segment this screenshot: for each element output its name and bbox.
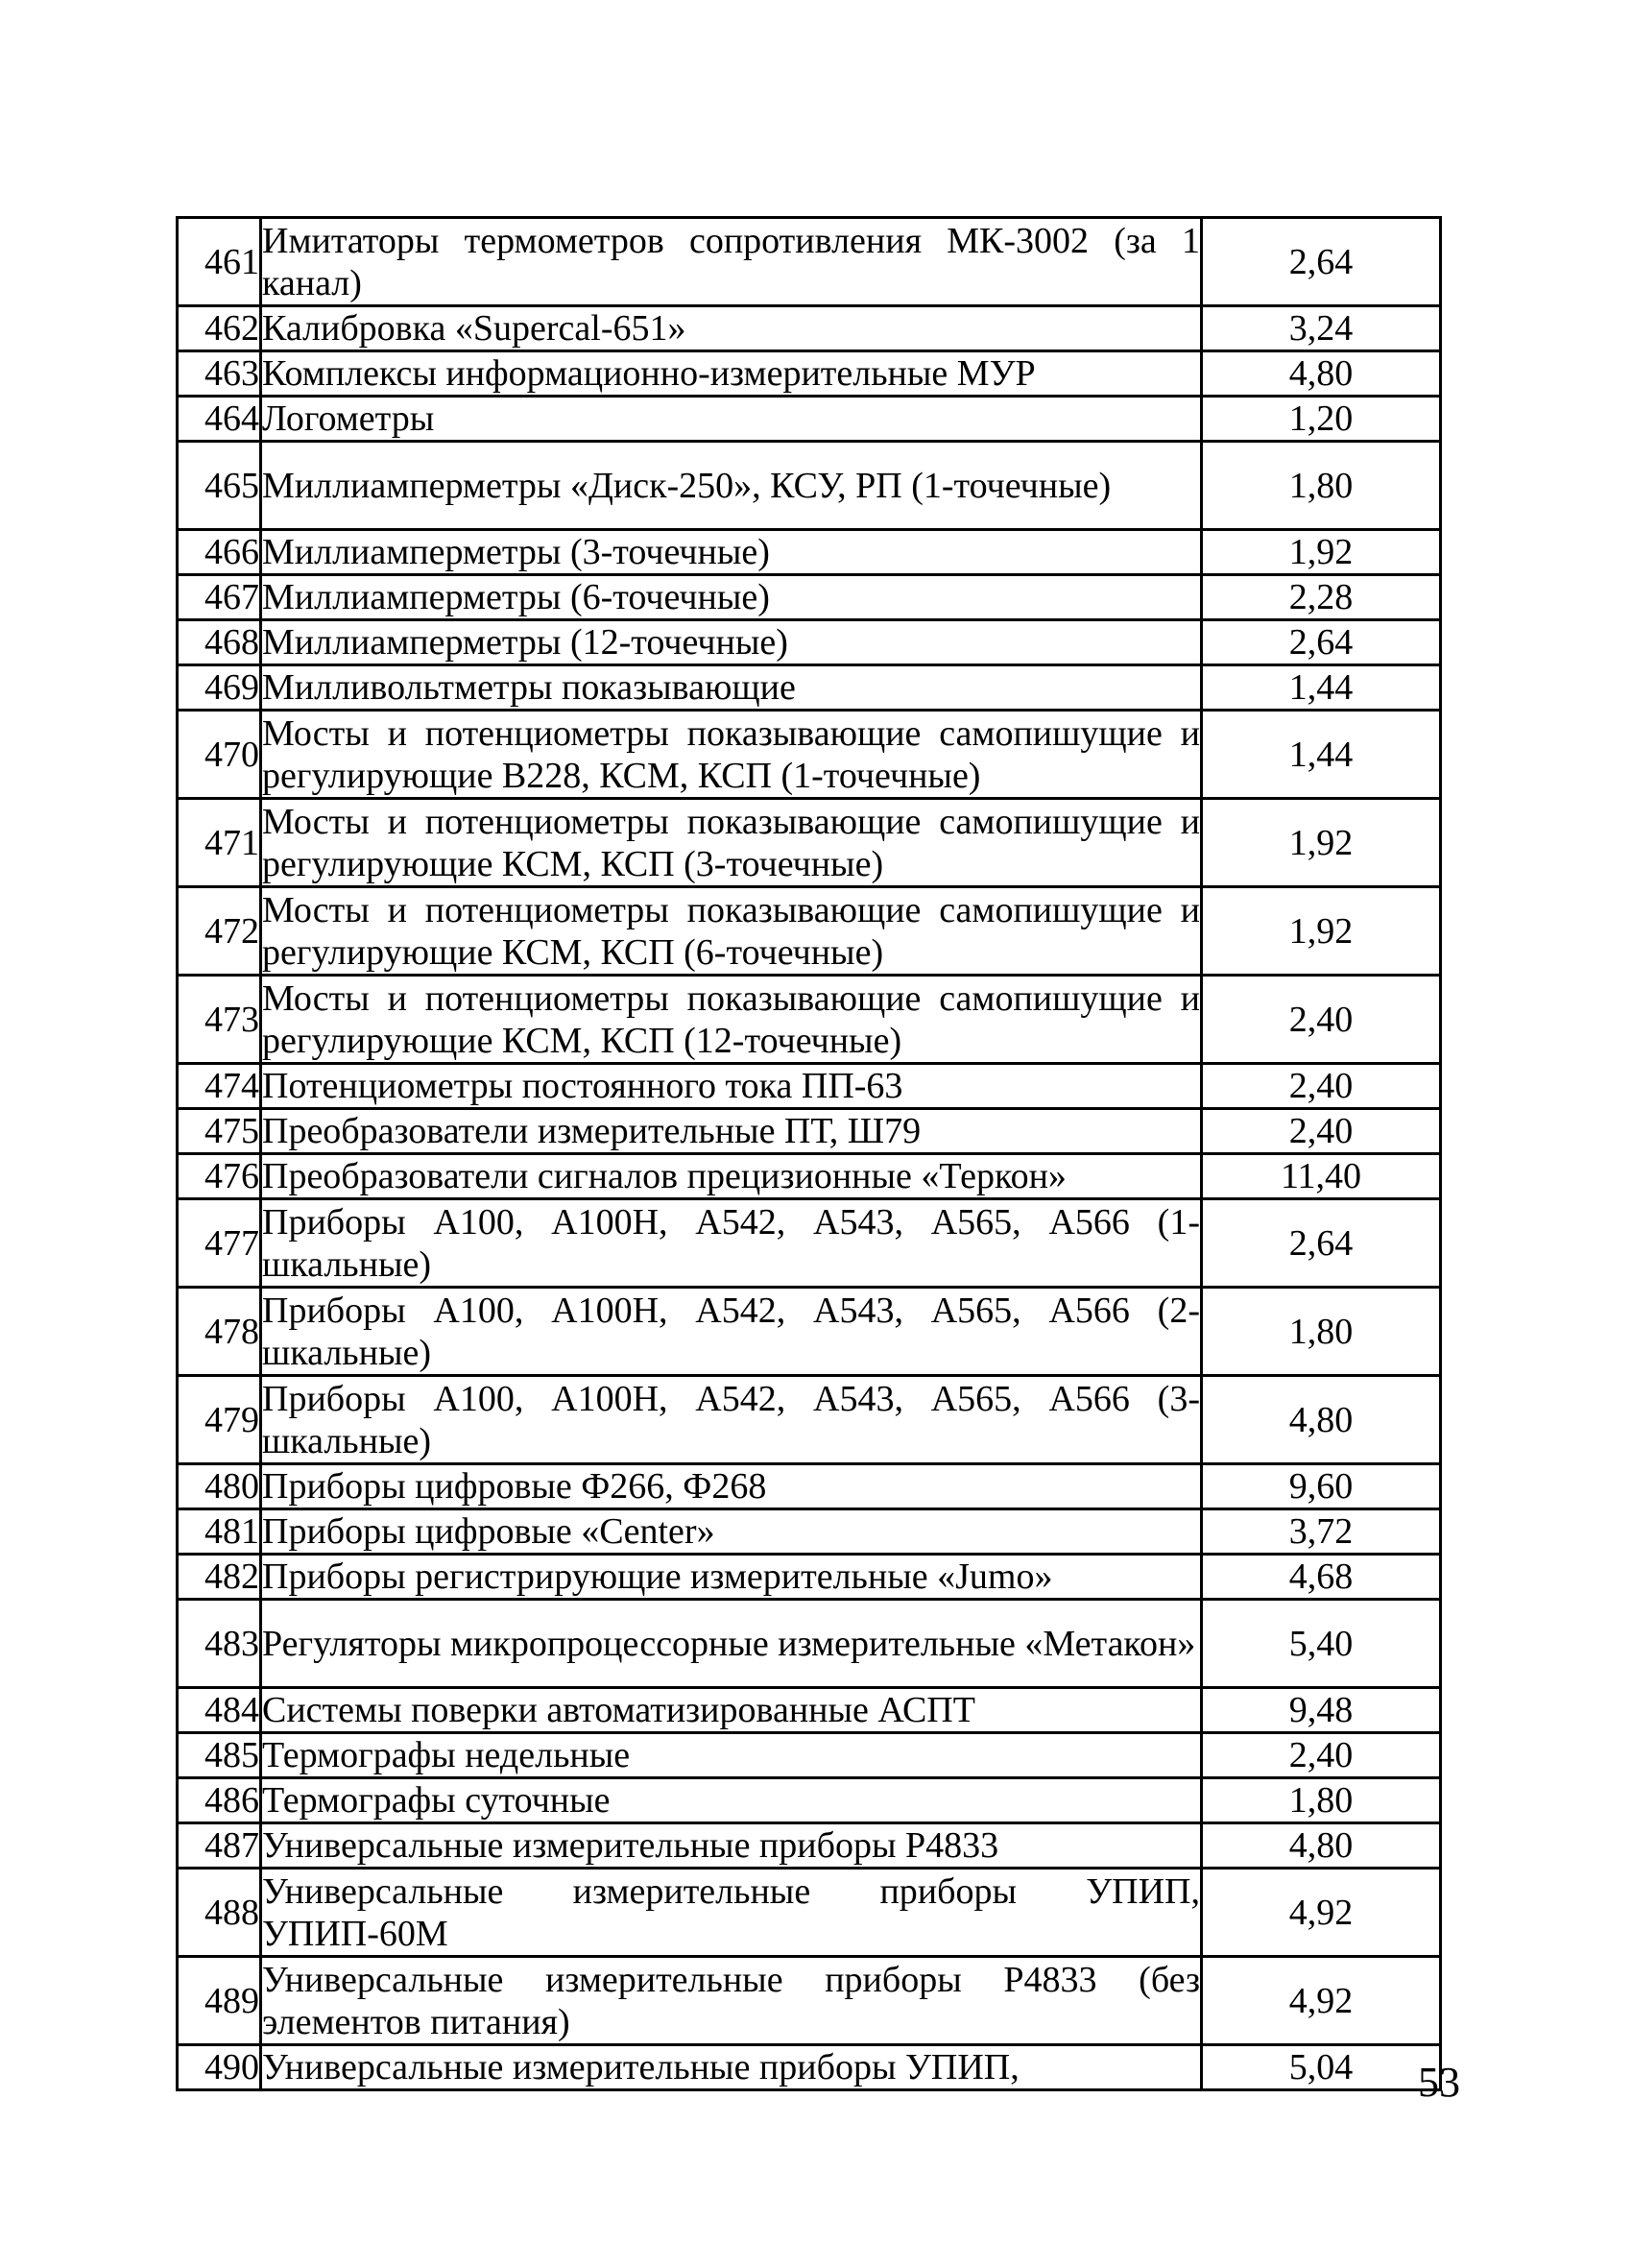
table-row	[178, 1957, 1441, 2045]
row-value: 2,64	[1202, 218, 1441, 306]
row-number: 473	[178, 976, 261, 1064]
row-value: 4,80	[1202, 1376, 1441, 1464]
row-name: Преобразователи сигналов прецизионные «Теркон»	[261, 1154, 1202, 1199]
row-number: 478	[178, 1288, 261, 1376]
table-row	[178, 1688, 1441, 1733]
table-row	[178, 1064, 1441, 1109]
row-value: 1,92	[1202, 799, 1441, 887]
row-value: 2,40	[1202, 976, 1441, 1064]
row-value: 2,40	[1202, 1109, 1441, 1154]
row-name: Термографы суточные	[261, 1778, 1202, 1823]
row-name: Логометры	[261, 397, 1202, 442]
row-number: 481	[178, 1509, 261, 1555]
row-name: Приборы цифровые «Center»	[261, 1509, 1202, 1555]
row-name: Приборы А100, А100Н, А542, А543, А565, А566 (2-шкальные)	[261, 1288, 1202, 1376]
table-row	[178, 620, 1441, 665]
table-row	[178, 1288, 1441, 1376]
row-number: 475	[178, 1109, 261, 1154]
row-value: 3,24	[1202, 306, 1441, 351]
row-value: 2,40	[1202, 1733, 1441, 1778]
row-value: 4,92	[1202, 1869, 1441, 1957]
table-row	[178, 1778, 1441, 1823]
row-number: 483	[178, 1600, 261, 1688]
table-row	[178, 887, 1441, 976]
table-row	[178, 1154, 1441, 1199]
table-row	[178, 976, 1441, 1064]
row-value: 2,28	[1202, 575, 1441, 620]
table-row	[178, 1823, 1441, 1869]
row-number: 485	[178, 1733, 261, 1778]
row-value: 1,92	[1202, 530, 1441, 575]
table-row	[178, 1199, 1441, 1288]
row-name: Преобразователи измерительные ПТ, Ш79	[261, 1109, 1202, 1154]
row-number: 484	[178, 1688, 261, 1733]
row-name: Мосты и потенциометры показывающие самопишущие и регулирующие КСМ, КСП (3-точечные)	[261, 799, 1202, 887]
row-value: 4,80	[1202, 1823, 1441, 1869]
row-number: 469	[178, 665, 261, 711]
row-value: 5,40	[1202, 1600, 1441, 1688]
row-name: Калибровка «Supercal-651»	[261, 306, 1202, 351]
table-row	[178, 1509, 1441, 1555]
row-value: 4,80	[1202, 351, 1441, 397]
row-number: 482	[178, 1555, 261, 1600]
row-name: Универсальные измерительные приборы Р4833	[261, 1823, 1202, 1869]
row-number: 490	[178, 2045, 261, 2090]
row-name: Регуляторы микропроцессорные измерительные «Метакон»	[261, 1600, 1202, 1688]
row-name: Мосты и потенциометры показывающие самопишущие и регулирующие КСМ, КСП (6-точечные)	[261, 887, 1202, 976]
row-number: 465	[178, 442, 261, 530]
row-name: Приборы А100, А100Н, А542, А543, А565, А566 (1-шкальные)	[261, 1199, 1202, 1288]
row-number: 467	[178, 575, 261, 620]
row-number: 486	[178, 1778, 261, 1823]
row-name: Миллиамперметры (12-точечные)	[261, 620, 1202, 665]
row-value: 1,80	[1202, 442, 1441, 530]
table-row	[178, 711, 1441, 799]
table-row	[178, 665, 1441, 711]
row-number: 466	[178, 530, 261, 575]
row-value: 2,64	[1202, 620, 1441, 665]
table-row	[178, 2045, 1441, 2090]
row-name: Универсальные измерительные приборы Р4833 (без элементов питания)	[261, 1957, 1202, 2045]
row-number: 461	[178, 218, 261, 306]
row-name: Универсальные измерительные приборы УПИП, УПИП-60М	[261, 1869, 1202, 1957]
row-value: 3,72	[1202, 1509, 1441, 1555]
row-number: 471	[178, 799, 261, 887]
row-name: Приборы цифровые Ф266, Ф268	[261, 1464, 1202, 1509]
table-row	[178, 1733, 1441, 1778]
table-row	[178, 799, 1441, 887]
row-name: Миллиамперметры (3-точечные)	[261, 530, 1202, 575]
row-number: 480	[178, 1464, 261, 1509]
table-row	[178, 1464, 1441, 1509]
table-row	[178, 575, 1441, 620]
table-row	[178, 351, 1441, 397]
table-row	[178, 442, 1441, 530]
table-row	[178, 306, 1441, 351]
row-number: 476	[178, 1154, 261, 1199]
row-value: 11,40	[1202, 1154, 1441, 1199]
row-name: Мосты и потенциометры показывающие самопишущие и регулирующие КСМ, КСП (12-точечные)	[261, 976, 1202, 1064]
price-table	[176, 216, 1442, 2091]
row-name: Мосты и потенциометры показывающие самопишущие и регулирующие В228, КСМ, КСП (1-точечные)	[261, 711, 1202, 799]
table-row	[178, 397, 1441, 442]
row-number: 488	[178, 1869, 261, 1957]
table-row	[178, 1376, 1441, 1464]
row-value: 1,80	[1202, 1288, 1441, 1376]
row-name: Термографы недельные	[261, 1733, 1202, 1778]
table-row	[178, 1109, 1441, 1154]
row-value: 9,60	[1202, 1464, 1441, 1509]
row-name: Миллиамперметры «Диск-250», КСУ, РП (1-точечные)	[261, 442, 1202, 530]
row-number: 487	[178, 1823, 261, 1869]
row-number: 479	[178, 1376, 261, 1464]
row-value: 2,64	[1202, 1199, 1441, 1288]
row-number: 464	[178, 397, 261, 442]
table-row	[178, 530, 1441, 575]
table-row	[178, 218, 1441, 306]
row-name: Универсальные измерительные приборы УПИП,	[261, 2045, 1202, 2090]
row-name: Системы поверки автоматизированные АСПТ	[261, 1688, 1202, 1733]
table-row	[178, 1869, 1441, 1957]
table-row	[178, 1600, 1441, 1688]
row-name: Потенциометры постоянного тока ПП-63	[261, 1064, 1202, 1109]
row-value: 1,44	[1202, 665, 1441, 711]
row-number: 468	[178, 620, 261, 665]
row-value: 9,48	[1202, 1688, 1441, 1733]
row-number: 463	[178, 351, 261, 397]
row-number: 472	[178, 887, 261, 976]
row-value: 4,68	[1202, 1555, 1441, 1600]
page-number: 53	[1418, 2059, 1460, 2106]
row-value: 1,80	[1202, 1778, 1441, 1823]
row-name: Имитаторы термометров сопротивления МК-3002 (за 1 канал)	[261, 218, 1202, 306]
row-value: 2,40	[1202, 1064, 1441, 1109]
row-value: 5,04	[1202, 2045, 1441, 2090]
row-value: 1,92	[1202, 887, 1441, 976]
row-name: Комплексы информационно-измерительные МУР	[261, 351, 1202, 397]
row-value: 4,92	[1202, 1957, 1441, 2045]
row-name: Приборы А100, А100Н, А542, А543, А565, А566 (3-шкальные)	[261, 1376, 1202, 1464]
row-number: 462	[178, 306, 261, 351]
row-value: 1,44	[1202, 711, 1441, 799]
row-value: 1,20	[1202, 397, 1441, 442]
row-number: 470	[178, 711, 261, 799]
row-number: 474	[178, 1064, 261, 1109]
table-row	[178, 1555, 1441, 1600]
row-number: 477	[178, 1199, 261, 1288]
row-name: Миллиамперметры (6-точечные)	[261, 575, 1202, 620]
row-name: Милливольтметры показывающие	[261, 665, 1202, 711]
row-name: Приборы регистрирующие измерительные «Jumo»	[261, 1555, 1202, 1600]
row-number: 489	[178, 1957, 261, 2045]
